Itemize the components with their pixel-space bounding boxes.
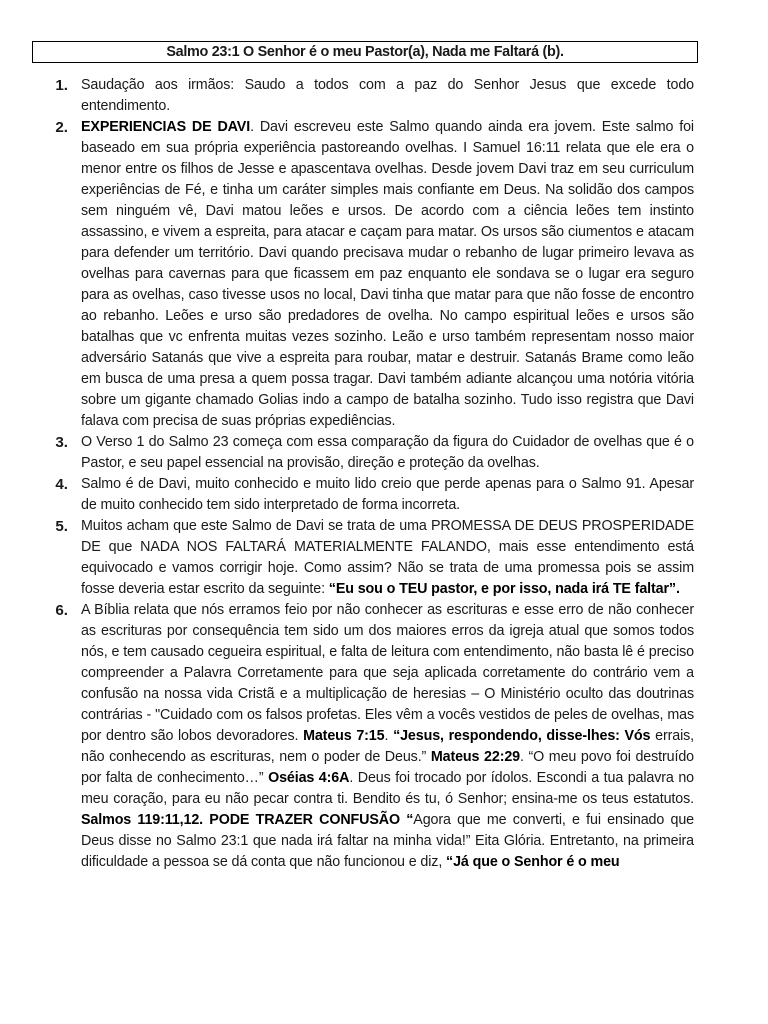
list-item-number: 2. — [55, 119, 68, 136]
text-segment: . Deus foi trocado por ídolos. Escondi a tua palavra no meu coração, para eu não pecar contra ti. Bendito és tu, ó Senhor; ensina-me os teus estatutos. — [81, 770, 694, 807]
list-item — [50, 516, 694, 600]
text-segment: . “O meu povo foi destruído por falta de conhecimento…” — [81, 749, 694, 786]
list-item — [50, 474, 694, 516]
bold-text-segment: “Jesus, respondendo, disse-lhes: Vós — [393, 728, 651, 744]
list-item — [50, 117, 694, 432]
text-segment: . Davi escreveu este Salmo quando ainda era jovem. Este salmo foi baseado em sua própria experiência pastoreando ovelhas. I Samuel 16:11 relata que ele era o menor entre os filhos de Jesse e apascentava ovelhas. Desde jovem Davi traz em seu curriculum experiências de Fé, e tinha um caráter simples mais confiante em Deus. Na solidão dos campos sem ninguém vê, Davi matou leões e ursos. De acordo com a ciência leões tem instinto assassino, e vivem a espreita, para atacar e caçam para matar. Os ursos são ciumentos e atacam para defender um território. Davi quando precisava mudar o rebanho de lugar primeiro levava as ovelhas para cavernas para que ficassem em paz enquanto ele sondava se o lugar era seguro para as ovelhas, caso tivesse usos no local, Davi tinha que matar para que não fosse de encontro ao rebanho. Leões e urso são predadores de ovelha. No campo espiritual leões e ursos são batalhas que vc enfrenta muitas vezes sozinho. Leão e urso também representam nosso maior adversário Satanás que vive a espreita para roubar, matar e destruir. Satanás Brame como leão em busca de uma presa a quem possa tragar. Davi também adiante alcançou uma notória vitória sobre um gigante chamado Golias indo a campo de batalha sozinho. Tudo isso registra que Davi falava com precisa de suas próprias expediências. — [81, 119, 694, 429]
text-segment: Agora que me converti, e fui ensinado que Deus disse no Salmo 23:1 que nada irá faltar na minha vida!” Eita Glória. Entretanto, na primeira dificuldade a pessoa se dá conta que não funcionou e diz, — [81, 812, 694, 870]
list-item-text — [81, 117, 694, 432]
list-item-text — [81, 600, 694, 873]
bold-text-segment: Salmos 119:11,12. PODE TRAZER CONFUSÃO “ — [81, 812, 414, 828]
bold-text-segment: “Eu sou o TEU pastor, e por isso, nada irá TE faltar”. — [328, 581, 680, 597]
list-item-number: 1. — [55, 77, 68, 94]
bold-text-segment: Mateus 7:15 — [303, 728, 385, 744]
text-segment: Saudação aos irmãos: Saudo a todos com a paz do Senhor Jesus que excede todo entendimento. — [81, 77, 694, 114]
text-segment: Salmo é de Davi, muito conhecido e muito lido creio que perde apenas para o Salmo 91. Apesar de muito conhecido tem sido interpretado de forma incorreta. — [81, 476, 694, 513]
text-segment: . — [384, 728, 394, 744]
text-segment: errais, não conhecendo as escrituras, nem o poder de Deus.” — [81, 728, 695, 765]
list-item-number: 3. — [55, 434, 68, 451]
text-segment: O Verso 1 do Salmo 23 começa com essa comparação da figura do Cuidador de ovelhas que é o Pastor, e seu papel essencial na provisão, direção e proteção da ovelhas. — [81, 434, 694, 471]
bold-text-segment: Oséias 4:6A — [268, 770, 350, 786]
list-item — [50, 432, 694, 474]
list-item-number: 4. — [55, 476, 68, 493]
list-item-number: 5. — [55, 518, 68, 535]
list-item-number: 6. — [55, 602, 68, 619]
list-item — [50, 600, 694, 873]
bold-text-segment: “Já que o Senhor é o meu — [446, 854, 620, 870]
list-item-text — [81, 75, 694, 117]
document-title: Salmo 23:1 O Senhor é o meu Pastor(a), Nada me Faltará (b). — [32, 41, 698, 63]
bold-text-segment: EXPERIENCIAS DE DAVI — [81, 119, 251, 135]
numbered-list — [50, 75, 694, 873]
text-segment: Muitos acham que este Salmo de Davi se trata de uma PROMESSA DE DEUS PROSPERIDADE DE que NADA NOS FALTARÁ MATERIALMENTE FALANDO, mais esse entendimento está equivocado e vamos corrigir hoje. Como assim? Não se trata de uma promessa pois se assim fosse deveria estar escrito da seguinte: — [81, 518, 694, 597]
list-item — [50, 75, 694, 117]
list-item-text — [81, 516, 694, 600]
text-segment: A Bíblia relata que nós erramos feio por não conhecer as escrituras e esse erro de não conhecer as escrituras por consequência tem sido um dos maiores erros da igreja atual que somos todos nós, e tem causado cegueira espiritual, e falta de leitura com entendimento, não basta lê é preciso compreender a Palavra Corretamente para que seja aplicada corretamente do contrário vem a confusão na nossa vida Cristã e a multiplicação de heresias – O Ministério oculto das doutrinas contrárias - "Cuidado com os falsos profetas. Eles vêm a vocês vestidos de peles de ovelhas, mas por dentro são lobos devoradores. — [81, 602, 694, 744]
list-item-text — [81, 474, 694, 516]
bold-text-segment: Mateus 22:29 — [430, 749, 520, 765]
list-item-text — [81, 432, 694, 474]
